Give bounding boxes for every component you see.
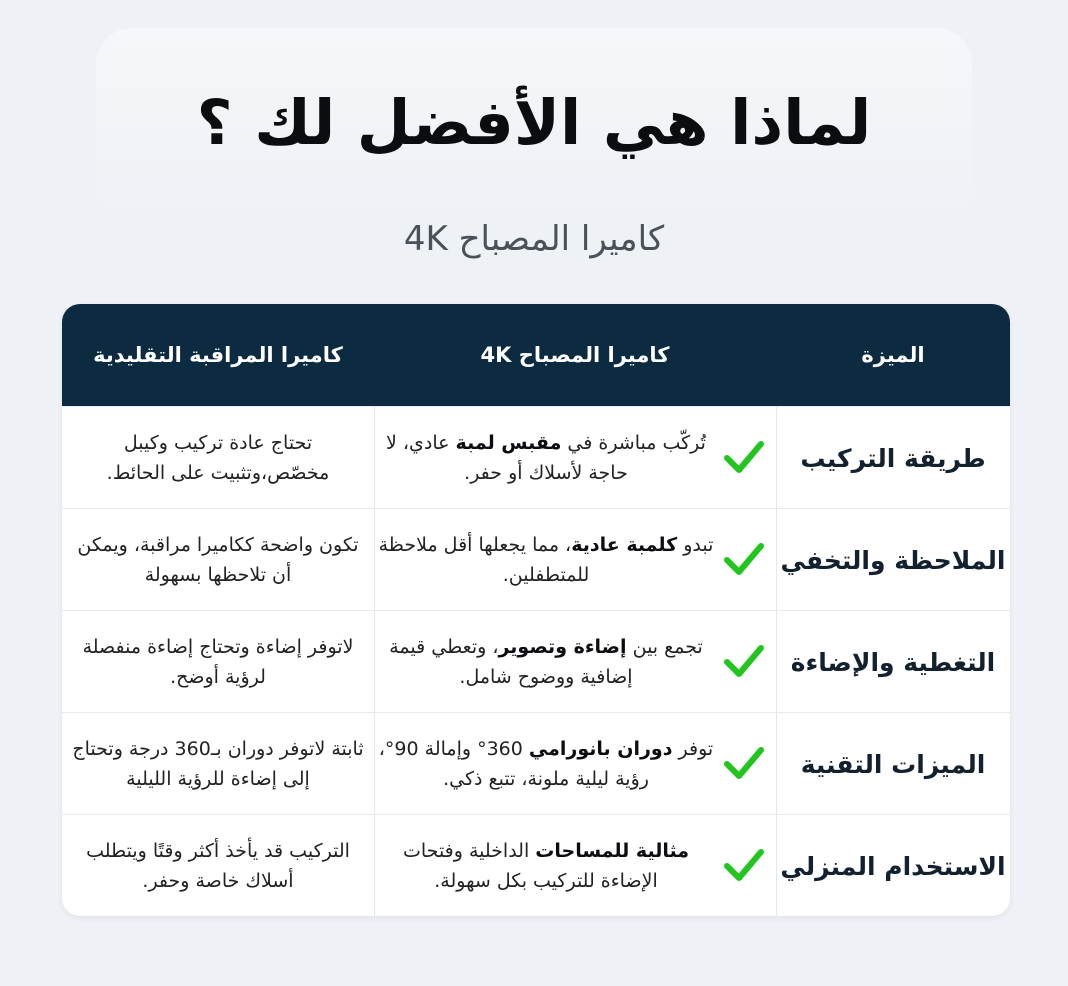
header-lamp-camera: كاميرا المصباح 4K bbox=[480, 343, 670, 367]
table-row bbox=[62, 610, 1010, 713]
feature-cell: الاستخدام المنزلي bbox=[780, 851, 1006, 881]
lamp-cell bbox=[374, 407, 776, 509]
comparison-table bbox=[62, 304, 1010, 916]
traditional-cell: تحتاج عادة تركيب وكيبل مخصّص،وتثبيت على الحائط. bbox=[106, 432, 330, 484]
page-subtitle: كاميرا المصباح 4K bbox=[403, 219, 665, 259]
lamp-cell bbox=[374, 815, 776, 916]
lamp-description: تبدو كلمبة عادية، مما يجعلها أقل ملاحظة للمتطفلين. bbox=[378, 534, 714, 586]
feature-cell: الميزات التقنية bbox=[800, 749, 986, 779]
lamp-description: تُركّب مباشرة في مقبس لمبة عادي، لا حاجة لأسلاك أو حفر. bbox=[386, 432, 706, 484]
lamp-cell bbox=[374, 713, 776, 815]
traditional-cell: ثابتة لاتوفر دوران بـ360 درجة وتحتاج إلى إضاءة للرؤية الليلية bbox=[72, 738, 364, 790]
feature-cell: طريقة التركيب bbox=[800, 443, 986, 473]
feature-cell: الملاحظة والتخفي bbox=[780, 545, 1006, 575]
check-icon bbox=[722, 435, 766, 479]
lamp-description: تجمع بين إضاءة وتصوير، وتعطي قيمة إضافية ووضوح شامل. bbox=[389, 636, 703, 688]
header-feature: الميزة bbox=[861, 343, 925, 367]
table-header bbox=[62, 304, 1010, 406]
check-icon bbox=[722, 537, 766, 581]
check-icon bbox=[722, 741, 766, 785]
traditional-cell: التركيب قد يأخذ أكثر وقتًا ويتطلب أسلاك خاصة وحفر. bbox=[86, 840, 350, 892]
lamp-cell bbox=[374, 611, 776, 713]
check-icon bbox=[722, 843, 766, 887]
lamp-description: مثالية للمساحات الداخلية وفتحات الإضاءة للتركيب بكل سهولة. bbox=[403, 840, 689, 892]
check-icon bbox=[722, 639, 766, 683]
lamp-description: توفر دوران بانورامي 360° وإمالة 90°، رؤية ليلية ملونة، تتبع ذكي. bbox=[378, 738, 714, 790]
page-title: لماذا هي الأفضل لك ؟ bbox=[196, 86, 872, 159]
traditional-cell: لاتوفر إضاءة وتحتاج إضاءة منفصلة لرؤية أوضح. bbox=[82, 636, 354, 688]
traditional-cell: تكون واضحة ككاميرا مراقبة، ويمكن أن تلاحظها بسهولة bbox=[77, 534, 359, 586]
table-row bbox=[62, 508, 1010, 611]
table-row bbox=[62, 712, 1010, 815]
lamp-cell bbox=[374, 509, 776, 611]
table-row bbox=[62, 814, 1010, 916]
header-traditional-camera: كاميرا المراقبة التقليدية bbox=[93, 343, 343, 367]
feature-cell: التغطية والإضاءة bbox=[790, 647, 996, 677]
table-row bbox=[62, 406, 1010, 509]
